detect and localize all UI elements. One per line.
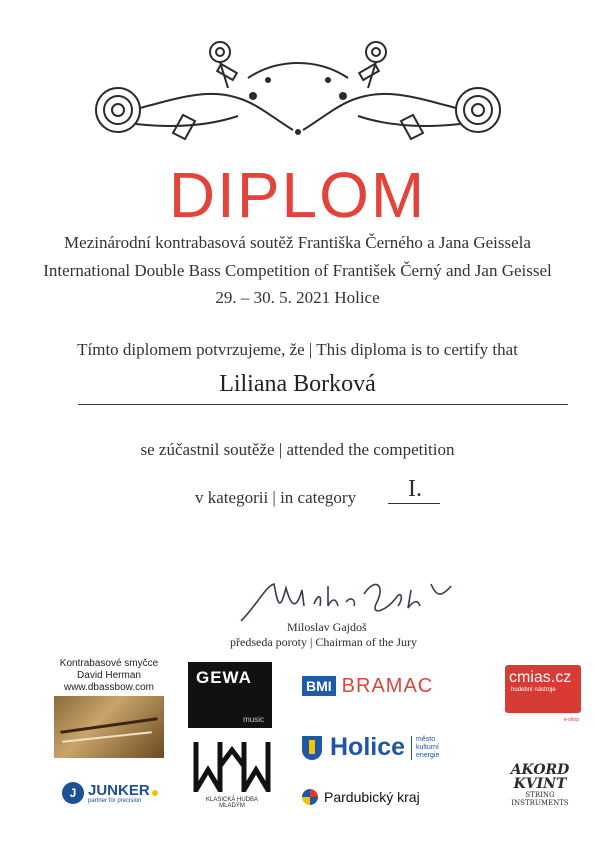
diploma-title: DIPLOM [168, 159, 427, 231]
category-value: I. [408, 476, 422, 502]
competition-name-cz: Mezinárodní kontrabasová soutěž Františka Černého a Jana Geissela [64, 233, 531, 252]
dbassbow-logo [48, 658, 170, 758]
akord-sub: STRING INSTRUMENTS [511, 791, 569, 807]
signatory-name: Miloslav Gajdoš [287, 620, 367, 634]
gewa-name: GEWA [196, 668, 252, 687]
junker-icon: J [62, 782, 84, 804]
dbassbow-photo [54, 696, 164, 758]
akord-line2: KVINT [513, 776, 567, 792]
dbassbow-url: www.dbassbow.com [63, 682, 155, 693]
cmias-name: cmias [509, 669, 551, 686]
holice-shield-icon [302, 736, 322, 760]
cmias-shop: e-shop [563, 717, 579, 723]
pardubicky-kraj-logo [302, 789, 420, 805]
signatory-role: předseda poroty | Chairman of the Jury [230, 635, 418, 649]
pardubicky-name: Pardubický kraj [324, 789, 420, 805]
competition-name-en: International Double Bass Competition of František Černý and Jan Geissel [43, 261, 552, 280]
holice-tag1: město [416, 735, 436, 743]
recipient-underline [78, 404, 568, 405]
bramac-mark: BMI [302, 676, 336, 696]
bramac-name: BRAMAC [341, 674, 434, 697]
competition-dates: 29. – 30. 5. 2021 Holice [215, 288, 380, 307]
bramac-logo [302, 674, 433, 698]
cmias-sub: hudební nástroje [511, 687, 556, 693]
junker-dot [152, 790, 158, 796]
signature [236, 576, 476, 626]
dbassbow-line1: Kontrabasové smyčce [59, 658, 159, 669]
klasicka-line2: MLADÝM [219, 803, 245, 809]
category-label: v kategorii | in category [195, 488, 357, 507]
akord-line1: AKORD [510, 762, 570, 778]
holice-logo [302, 733, 439, 762]
junker-tagline: partner for precision [88, 797, 142, 804]
klasicka-hudba-logo [192, 740, 272, 809]
junker-name: JUNKER [88, 781, 150, 799]
recipient-name: Liliana Borková [219, 371, 376, 397]
cmias-tld: .cz [550, 669, 572, 686]
akord-kvint-logo [500, 763, 580, 807]
klasicka-hudba-mark [192, 740, 272, 792]
junker-logo [62, 782, 158, 804]
pardubicky-emblem-icon [302, 789, 318, 805]
cmias-logo [505, 665, 581, 723]
dbassbow-line2: David Herman [77, 670, 141, 681]
category-underline [388, 503, 440, 504]
klasicka-line1: KLASICKÁ HUDBA [205, 797, 259, 803]
attended-text: se zúčastnil soutěže | attended the competition [140, 440, 455, 459]
holice-tag2: kulturní [416, 743, 439, 751]
holice-name: Holice [330, 733, 406, 761]
holice-tag3: energie [416, 751, 440, 759]
certify-text: Tímto diplomem potvrzujeme, že | This diploma is to certify that [77, 340, 518, 359]
gewa-logo [188, 662, 272, 728]
double-bass-scrolls-illustration [88, 38, 508, 156]
gewa-sub: music [243, 715, 264, 724]
